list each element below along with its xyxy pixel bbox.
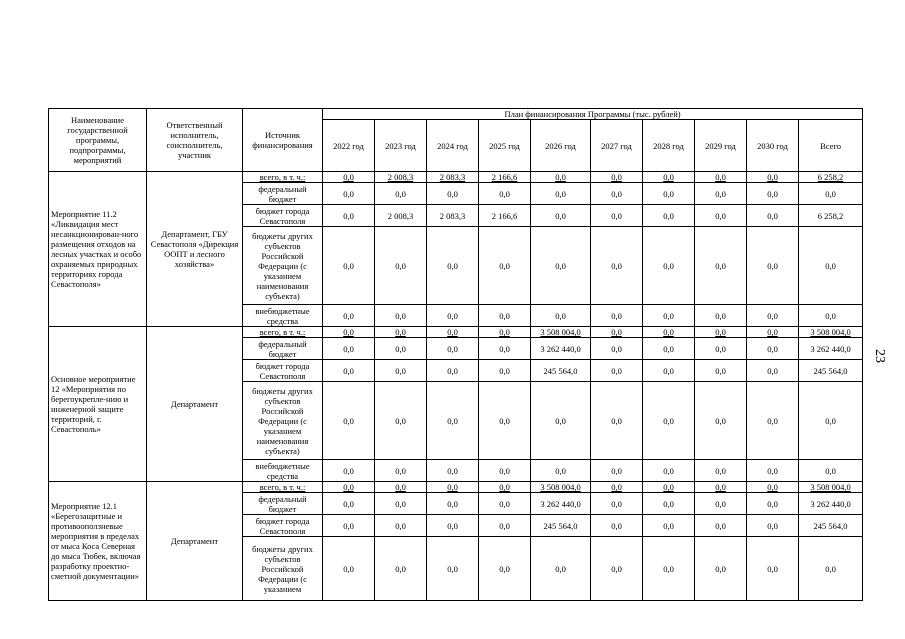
measure-name: Основное мероприятие 12 «Мероприятия по берегоукрепле-нию и инженерной защите территорий, г. Севастополь» (49, 327, 147, 482)
measure-name: Мероприятие 12.1 «Берегозащитные и противооползневые мероприятия в пределах от мыса Коса Северная до мыса Тюбек, включая разработку проектно-сметной документации» (49, 482, 147, 601)
total-value: 6 258,2 (799, 205, 863, 227)
year-value: 0,0 (375, 360, 427, 382)
year-value: 0,0 (643, 172, 695, 183)
year-value: 0,0 (591, 382, 643, 460)
year-value: 0,0 (695, 493, 747, 515)
year-value: 0,0 (427, 493, 479, 515)
year-value: 0,0 (375, 515, 427, 537)
year-value: 0,0 (643, 183, 695, 205)
total-value: 0,0 (799, 460, 863, 482)
year-value: 0,0 (747, 460, 799, 482)
year-value: 0,0 (695, 205, 747, 227)
year-value: 0,0 (591, 172, 643, 183)
year-value: 0,0 (375, 305, 427, 327)
funding-source: всего, в т. ч.: (243, 482, 323, 493)
total-value: 0,0 (799, 183, 863, 205)
year-value: 3 262 440,0 (531, 493, 591, 515)
year-value: 0,0 (323, 382, 375, 460)
year-value: 2 166,6 (479, 205, 531, 227)
year-value: 0,0 (479, 460, 531, 482)
responsible-executor: Департамент (147, 482, 243, 601)
table-row (49, 327, 863, 338)
year-value: 0,0 (479, 482, 531, 493)
funding-source: всего, в т. ч.: (243, 327, 323, 338)
total-value: 245 564,0 (799, 360, 863, 382)
year-value: 0,0 (479, 537, 531, 601)
year-value: 0,0 (591, 482, 643, 493)
year-value: 245 564,0 (531, 360, 591, 382)
year-value: 0,0 (591, 183, 643, 205)
year-value: 0,0 (643, 515, 695, 537)
year-value: 0,0 (323, 537, 375, 601)
year-value: 0,0 (375, 482, 427, 493)
year-value: 0,0 (531, 460, 591, 482)
year-value: 0,0 (531, 172, 591, 183)
year-value: 0,0 (479, 382, 531, 460)
year-value: 0,0 (427, 327, 479, 338)
year-value: 0,0 (695, 338, 747, 360)
year-value: 0,0 (375, 537, 427, 601)
total-value: 3 262 440,0 (799, 493, 863, 515)
year-value: 0,0 (643, 460, 695, 482)
header-year: 2022 год (323, 120, 375, 172)
year-value: 0,0 (531, 227, 591, 305)
year-value: 0,0 (591, 515, 643, 537)
year-value: 0,0 (747, 482, 799, 493)
year-value: 0,0 (591, 227, 643, 305)
year-value: 0,0 (427, 360, 479, 382)
year-value: 0,0 (643, 382, 695, 460)
year-value: 0,0 (323, 205, 375, 227)
header-year: 2027 год (591, 120, 643, 172)
year-value: 0,0 (531, 205, 591, 227)
year-value: 0,0 (323, 360, 375, 382)
year-value: 0,0 (323, 515, 375, 537)
total-value: 245 564,0 (799, 515, 863, 537)
year-value: 0,0 (643, 205, 695, 227)
year-value: 0,0 (375, 183, 427, 205)
year-value: 0,0 (747, 205, 799, 227)
total-value: 0,0 (799, 305, 863, 327)
table-row (49, 172, 863, 183)
year-value: 0,0 (695, 305, 747, 327)
header-source: Источник финансирования (243, 109, 323, 172)
total-value: 0,0 (799, 537, 863, 601)
year-value: 0,0 (591, 305, 643, 327)
year-value: 0,0 (695, 482, 747, 493)
year-value: 0,0 (479, 515, 531, 537)
year-value: 0,0 (531, 537, 591, 601)
total-value: 0,0 (799, 382, 863, 460)
year-value: 0,0 (591, 493, 643, 515)
funding-source: бюджеты других субъектов Российской Федерации (с указанием наименования субъекта) (243, 382, 323, 460)
year-value: 0,0 (375, 338, 427, 360)
year-value: 0,0 (695, 327, 747, 338)
funding-source: федеральный бюджет (243, 493, 323, 515)
header-year: 2026 год (531, 120, 591, 172)
header-year: 2029 год (695, 120, 747, 172)
funding-source: бюджет города Севастополя (243, 205, 323, 227)
year-value: 0,0 (747, 515, 799, 537)
year-value: 0,0 (643, 305, 695, 327)
year-value: 0,0 (323, 227, 375, 305)
funding-source: бюджет города Севастополя (243, 360, 323, 382)
year-value: 0,0 (323, 460, 375, 482)
year-value: 0,0 (427, 460, 479, 482)
funding-source: бюджет города Севастополя (243, 515, 323, 537)
year-value: 0,0 (323, 493, 375, 515)
total-value: 0,0 (799, 227, 863, 305)
header-year: 2024 год (427, 120, 479, 172)
year-value: 0,0 (323, 172, 375, 183)
year-value: 0,0 (375, 493, 427, 515)
funding-source: федеральный бюджет (243, 338, 323, 360)
header-total: Всего (799, 120, 863, 172)
year-value: 0,0 (747, 537, 799, 601)
year-value: 0,0 (643, 537, 695, 601)
year-value: 0,0 (591, 338, 643, 360)
year-value: 0,0 (427, 227, 479, 305)
year-value: 0,0 (643, 482, 695, 493)
year-value: 0,0 (479, 338, 531, 360)
funding-source: внебюджетные средства (243, 305, 323, 327)
year-value: 0,0 (427, 482, 479, 493)
funding-source: всего, в т. ч.: (243, 172, 323, 183)
year-value: 3 262 440,0 (531, 338, 591, 360)
funding-source: федеральный бюджет (243, 183, 323, 205)
responsible-executor: Департамент, ГБУ Севастополя «Дирекция ООПТ и лесного хозяйства» (147, 172, 243, 327)
funding-source: бюджеты других субъектов Российской Федерации (с указанием (243, 537, 323, 601)
year-value: 0,0 (695, 460, 747, 482)
year-value: 2 083,3 (427, 172, 479, 183)
year-value: 0,0 (695, 515, 747, 537)
year-value: 0,0 (591, 360, 643, 382)
header-year: 2023 год (375, 120, 427, 172)
year-value: 0,0 (323, 327, 375, 338)
year-value: 0,0 (591, 537, 643, 601)
year-value: 0,0 (747, 360, 799, 382)
year-value: 2 166,6 (479, 172, 531, 183)
year-value: 3 508 004,0 (531, 482, 591, 493)
total-value: 3 508 004,0 (799, 482, 863, 493)
measure-name: Мероприятие 11.2 «Ликвидация мест несанкционирован-ного размещения отходов на лесных участках и особо охраняемых природных территориях города Севастополя» (49, 172, 147, 327)
year-value: 0,0 (695, 360, 747, 382)
header-year: 2028 год (643, 120, 695, 172)
header-year: 2025 год (479, 120, 531, 172)
total-value: 6 258,2 (799, 172, 863, 183)
page-number: 23 (872, 349, 887, 363)
year-value: 0,0 (479, 183, 531, 205)
year-value: 0,0 (747, 172, 799, 183)
year-value: 0,0 (695, 172, 747, 183)
year-value: 0,0 (591, 460, 643, 482)
year-value: 0,0 (479, 360, 531, 382)
year-value: 0,0 (643, 327, 695, 338)
year-value: 0,0 (427, 515, 479, 537)
year-value: 0,0 (695, 227, 747, 305)
year-value: 0,0 (695, 183, 747, 205)
year-value: 0,0 (375, 327, 427, 338)
year-value: 0,0 (591, 327, 643, 338)
total-value: 3 508 004,0 (799, 327, 863, 338)
year-value: 0,0 (531, 382, 591, 460)
year-value: 0,0 (375, 382, 427, 460)
header-plan-title: План финансирования Программы (тыс. рублей) (323, 109, 863, 120)
year-value: 0,0 (747, 227, 799, 305)
year-value: 0,0 (695, 382, 747, 460)
table-row (49, 482, 863, 493)
year-value: 0,0 (323, 305, 375, 327)
year-value: 0,0 (747, 327, 799, 338)
funding-source: внебюджетные средства (243, 460, 323, 482)
year-value: 0,0 (323, 183, 375, 205)
year-value: 245 564,0 (531, 515, 591, 537)
year-value: 0,0 (643, 493, 695, 515)
year-value: 0,0 (695, 537, 747, 601)
year-value: 0,0 (643, 360, 695, 382)
year-value: 2 008,3 (375, 172, 427, 183)
year-value: 0,0 (427, 305, 479, 327)
financing-table (48, 108, 863, 601)
year-value: 0,0 (427, 183, 479, 205)
year-value: 0,0 (747, 305, 799, 327)
responsible-executor: Департамент (147, 327, 243, 482)
header-name: Наименование государственной программы, подпрограммы, мероприятий (49, 109, 147, 172)
year-value: 0,0 (375, 227, 427, 305)
year-value: 2 008,3 (375, 205, 427, 227)
total-value: 3 262 440,0 (799, 338, 863, 360)
header-year: 2030 год (747, 120, 799, 172)
year-value: 0,0 (375, 460, 427, 482)
year-value: 3 508 004,0 (531, 327, 591, 338)
year-value: 0,0 (427, 338, 479, 360)
year-value: 0,0 (747, 493, 799, 515)
year-value: 0,0 (591, 205, 643, 227)
year-value: 0,0 (323, 338, 375, 360)
year-value: 0,0 (479, 327, 531, 338)
year-value: 0,0 (479, 493, 531, 515)
year-value: 0,0 (747, 382, 799, 460)
year-value: 0,0 (427, 382, 479, 460)
year-value: 2 083,3 (427, 205, 479, 227)
year-value: 0,0 (531, 305, 591, 327)
year-value: 0,0 (643, 227, 695, 305)
year-value: 0,0 (323, 482, 375, 493)
year-value: 0,0 (427, 537, 479, 601)
year-value: 0,0 (747, 338, 799, 360)
year-value: 0,0 (479, 305, 531, 327)
year-value: 0,0 (479, 227, 531, 305)
year-value: 0,0 (747, 183, 799, 205)
year-value: 0,0 (643, 338, 695, 360)
funding-source: бюджеты других субъектов Российской Федерации (с указанием наименования субъекта) (243, 227, 323, 305)
year-value: 0,0 (531, 183, 591, 205)
header-responsible: Ответственный исполнитель, соисполнитель, участник (147, 109, 243, 172)
